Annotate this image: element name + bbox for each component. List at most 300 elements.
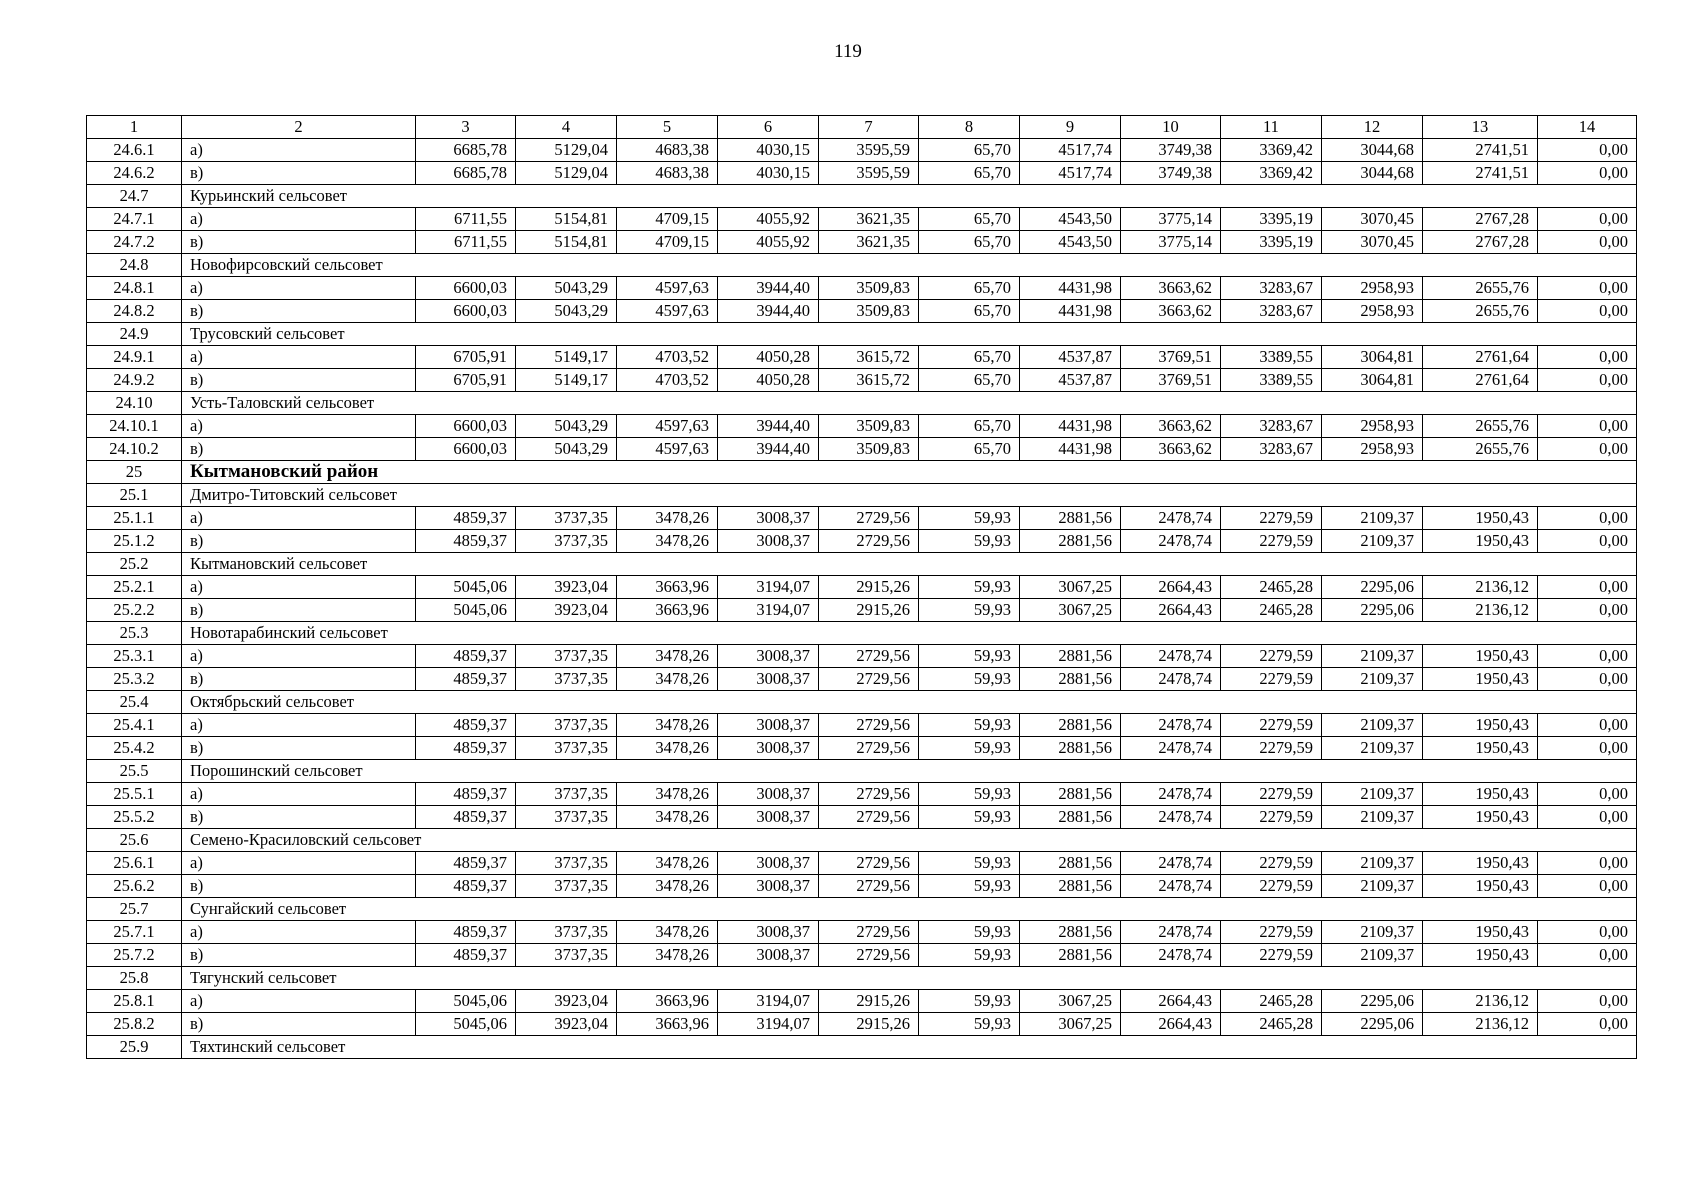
- table-cell: 3737,35: [516, 668, 617, 691]
- table-cell: 2478,74: [1121, 783, 1221, 806]
- table-cell: 2729,56: [819, 507, 919, 530]
- table-cell: 59,93: [919, 599, 1020, 622]
- table-cell: 3737,35: [516, 737, 617, 760]
- table-cell: 3737,35: [516, 852, 617, 875]
- table-cell: 6600,03: [416, 438, 516, 461]
- table-cell: 3923,04: [516, 990, 617, 1013]
- column-header: 1: [87, 116, 182, 139]
- table-cell: 5045,06: [416, 599, 516, 622]
- table-row: [87, 783, 1637, 806]
- table-cell: 2109,37: [1322, 921, 1423, 944]
- table-cell: 3395,19: [1221, 208, 1322, 231]
- column-header: 9: [1020, 116, 1121, 139]
- table-cell: 3737,35: [516, 645, 617, 668]
- table-row: [87, 599, 1637, 622]
- table-cell: 2478,74: [1121, 875, 1221, 898]
- row-variant: в): [182, 530, 416, 553]
- table-cell: 4859,37: [416, 507, 516, 530]
- table-cell: 2881,56: [1020, 806, 1121, 829]
- table-cell: 59,93: [919, 852, 1020, 875]
- table-cell: 3944,40: [718, 415, 819, 438]
- table-cell: 1950,43: [1423, 852, 1538, 875]
- table-cell: 2136,12: [1423, 576, 1538, 599]
- table-cell: 0,00: [1538, 369, 1637, 392]
- table-cell: 4683,38: [617, 139, 718, 162]
- column-header: 4: [516, 116, 617, 139]
- table-cell: 2729,56: [819, 875, 919, 898]
- table-cell: 5129,04: [516, 139, 617, 162]
- table-cell: 2279,59: [1221, 668, 1322, 691]
- table-cell: 1950,43: [1423, 668, 1538, 691]
- row-number: 25.8.2: [87, 1013, 182, 1036]
- table-cell: 0,00: [1538, 599, 1637, 622]
- table-cell: 3283,67: [1221, 438, 1322, 461]
- row-variant: в): [182, 1013, 416, 1036]
- council-name: Трусовский сельсовет: [182, 323, 1637, 346]
- table-cell: 59,93: [919, 645, 1020, 668]
- table-cell: 5154,81: [516, 231, 617, 254]
- table-cell: 5154,81: [516, 208, 617, 231]
- table-cell: 3008,37: [718, 921, 819, 944]
- row-number: 25.8.1: [87, 990, 182, 1013]
- table-cell: 4859,37: [416, 645, 516, 668]
- row-number: 25.5: [87, 760, 182, 783]
- section-row: [87, 1036, 1637, 1059]
- table-row: [87, 944, 1637, 967]
- table-cell: 5045,06: [416, 990, 516, 1013]
- row-number: 25.3.1: [87, 645, 182, 668]
- table-cell: 0,00: [1538, 507, 1637, 530]
- row-number: 25.5.2: [87, 806, 182, 829]
- row-number: 25.5.1: [87, 783, 182, 806]
- table-cell: 65,70: [919, 231, 1020, 254]
- council-name: Сунгайский сельсовет: [182, 898, 1637, 921]
- table-cell: 3663,96: [617, 1013, 718, 1036]
- table-cell: 4859,37: [416, 875, 516, 898]
- table-cell: 2109,37: [1322, 507, 1423, 530]
- table-cell: 4597,63: [617, 438, 718, 461]
- table-cell: 3923,04: [516, 1013, 617, 1036]
- table-cell: 2478,74: [1121, 921, 1221, 944]
- table-cell: 2767,28: [1423, 208, 1538, 231]
- table-cell: 2109,37: [1322, 783, 1423, 806]
- column-header: 7: [819, 116, 919, 139]
- table-cell: 4703,52: [617, 346, 718, 369]
- table-cell: 1950,43: [1423, 737, 1538, 760]
- council-name: Дмитро-Титовский сельсовет: [182, 484, 1637, 507]
- table-cell: 2109,37: [1322, 806, 1423, 829]
- table-cell: 3769,51: [1121, 369, 1221, 392]
- table-cell: 2664,43: [1121, 599, 1221, 622]
- table-cell: 1950,43: [1423, 714, 1538, 737]
- table-cell: 2279,59: [1221, 507, 1322, 530]
- table-cell: 4431,98: [1020, 415, 1121, 438]
- table-cell: 2478,74: [1121, 507, 1221, 530]
- table-cell: 3621,35: [819, 231, 919, 254]
- table-cell: 2664,43: [1121, 990, 1221, 1013]
- table-cell: 1950,43: [1423, 806, 1538, 829]
- column-header: 5: [617, 116, 718, 139]
- table-cell: 3944,40: [718, 438, 819, 461]
- table-cell: 2729,56: [819, 806, 919, 829]
- row-number: 25.6.2: [87, 875, 182, 898]
- table-cell: 3923,04: [516, 576, 617, 599]
- table-cell: 2741,51: [1423, 162, 1538, 185]
- table-cell: 2881,56: [1020, 944, 1121, 967]
- table-cell: 2136,12: [1423, 1013, 1538, 1036]
- table-cell: 6600,03: [416, 415, 516, 438]
- table-cell: 3944,40: [718, 277, 819, 300]
- table-cell: 0,00: [1538, 277, 1637, 300]
- section-row: [87, 622, 1637, 645]
- table-cell: 3478,26: [617, 806, 718, 829]
- table-cell: 4859,37: [416, 668, 516, 691]
- table-cell: 6705,91: [416, 369, 516, 392]
- table-cell: 5045,06: [416, 1013, 516, 1036]
- table-cell: 2279,59: [1221, 530, 1322, 553]
- row-variant: в): [182, 875, 416, 898]
- council-name: Усть-Таловский сельсовет: [182, 392, 1637, 415]
- table-cell: 3737,35: [516, 714, 617, 737]
- table-cell: 2478,74: [1121, 737, 1221, 760]
- table-cell: 3595,59: [819, 162, 919, 185]
- table-cell: 3395,19: [1221, 231, 1322, 254]
- column-header-row: [87, 116, 1637, 139]
- row-number: 25.1: [87, 484, 182, 507]
- table-cell: 3283,67: [1221, 300, 1322, 323]
- table-cell: 2729,56: [819, 530, 919, 553]
- table-cell: 2295,06: [1322, 576, 1423, 599]
- table-cell: 4537,87: [1020, 369, 1121, 392]
- section-row: [87, 760, 1637, 783]
- table-cell: 59,93: [919, 806, 1020, 829]
- table-cell: 6685,78: [416, 139, 516, 162]
- table-cell: 59,93: [919, 714, 1020, 737]
- table-cell: 0,00: [1538, 576, 1637, 599]
- tariff-table: [86, 115, 1637, 1059]
- table-cell: 3044,68: [1322, 139, 1423, 162]
- table-cell: 5129,04: [516, 162, 617, 185]
- table-cell: 3478,26: [617, 852, 718, 875]
- table-cell: 3008,37: [718, 737, 819, 760]
- table-cell: 2881,56: [1020, 875, 1121, 898]
- table-cell: 2881,56: [1020, 645, 1121, 668]
- table-cell: 2478,74: [1121, 645, 1221, 668]
- section-row: [87, 484, 1637, 507]
- row-variant: а): [182, 852, 416, 875]
- table-cell: 2729,56: [819, 645, 919, 668]
- table-cell: 2729,56: [819, 737, 919, 760]
- table-cell: 0,00: [1538, 875, 1637, 898]
- table-cell: 0,00: [1538, 737, 1637, 760]
- table-cell: 3509,83: [819, 415, 919, 438]
- council-name: Курьинский сельсовет: [182, 185, 1637, 208]
- page-number: 119: [834, 41, 862, 62]
- table-row: [87, 277, 1637, 300]
- table-cell: 59,93: [919, 1013, 1020, 1036]
- table-cell: 1950,43: [1423, 875, 1538, 898]
- table-row: [87, 369, 1637, 392]
- row-number: 25.4.1: [87, 714, 182, 737]
- table-cell: 3194,07: [718, 1013, 819, 1036]
- row-number: 25.2: [87, 553, 182, 576]
- table-cell: 3067,25: [1020, 1013, 1121, 1036]
- row-number: 24.10.2: [87, 438, 182, 461]
- table-cell: 3389,55: [1221, 369, 1322, 392]
- table-row: [87, 714, 1637, 737]
- table-cell: 3737,35: [516, 530, 617, 553]
- council-name: Тягунский сельсовет: [182, 967, 1637, 990]
- table-cell: 2915,26: [819, 990, 919, 1013]
- table-cell: 2655,76: [1423, 277, 1538, 300]
- row-number: 24.10: [87, 392, 182, 415]
- table-cell: 4709,15: [617, 231, 718, 254]
- table-cell: 3478,26: [617, 921, 718, 944]
- row-number: 25.3.2: [87, 668, 182, 691]
- table-cell: 65,70: [919, 277, 1020, 300]
- row-number: 24.7.2: [87, 231, 182, 254]
- row-number: 25.1.2: [87, 530, 182, 553]
- section-row: [87, 185, 1637, 208]
- table-cell: 4859,37: [416, 944, 516, 967]
- table-cell: 5043,29: [516, 415, 617, 438]
- table-cell: 2761,64: [1423, 369, 1538, 392]
- table-cell: 2136,12: [1423, 599, 1538, 622]
- table-row: [87, 806, 1637, 829]
- table-cell: 2761,64: [1423, 346, 1538, 369]
- table-cell: 65,70: [919, 415, 1020, 438]
- table-cell: 2465,28: [1221, 599, 1322, 622]
- table-row: [87, 875, 1637, 898]
- table-cell: 3944,40: [718, 300, 819, 323]
- table-cell: 4597,63: [617, 415, 718, 438]
- council-name: Порошинский сельсовет: [182, 760, 1637, 783]
- row-variant: а): [182, 139, 416, 162]
- row-variant: в): [182, 369, 416, 392]
- table-cell: 0,00: [1538, 162, 1637, 185]
- table-cell: 2958,93: [1322, 300, 1423, 323]
- table-cell: 3478,26: [617, 783, 718, 806]
- row-number: 24.10.1: [87, 415, 182, 438]
- table-cell: 0,00: [1538, 852, 1637, 875]
- column-header: 14: [1538, 116, 1637, 139]
- table-cell: 1950,43: [1423, 944, 1538, 967]
- table-cell: 3008,37: [718, 852, 819, 875]
- section-row: [87, 691, 1637, 714]
- table-cell: 2881,56: [1020, 921, 1121, 944]
- table-cell: 6600,03: [416, 300, 516, 323]
- row-number: 24.9.2: [87, 369, 182, 392]
- table-cell: 3478,26: [617, 714, 718, 737]
- table-cell: 59,93: [919, 990, 1020, 1013]
- table-cell: 2109,37: [1322, 645, 1423, 668]
- table-cell: 3775,14: [1121, 231, 1221, 254]
- row-number: 25.4: [87, 691, 182, 714]
- table-cell: 3615,72: [819, 346, 919, 369]
- table-cell: 4859,37: [416, 530, 516, 553]
- table-cell: 5149,17: [516, 369, 617, 392]
- table-cell: 4597,63: [617, 300, 718, 323]
- council-name: Кытмановский сельсовет: [182, 553, 1637, 576]
- table-cell: 2478,74: [1121, 668, 1221, 691]
- table-cell: 3663,96: [617, 990, 718, 1013]
- row-variant: в): [182, 300, 416, 323]
- table-row: [87, 208, 1637, 231]
- table-cell: 2881,56: [1020, 783, 1121, 806]
- table-cell: 4543,50: [1020, 208, 1121, 231]
- table-cell: 3478,26: [617, 737, 718, 760]
- table-cell: 3389,55: [1221, 346, 1322, 369]
- table-cell: 1950,43: [1423, 507, 1538, 530]
- table-cell: 6711,55: [416, 208, 516, 231]
- table-row: [87, 921, 1637, 944]
- row-number: 25.3: [87, 622, 182, 645]
- table-cell: 2881,56: [1020, 714, 1121, 737]
- table-cell: 2109,37: [1322, 944, 1423, 967]
- row-number: 25.6.1: [87, 852, 182, 875]
- row-number: 25.7.1: [87, 921, 182, 944]
- row-number: 25.6: [87, 829, 182, 852]
- table-cell: 1950,43: [1423, 530, 1538, 553]
- table-cell: 3775,14: [1121, 208, 1221, 231]
- council-name: Октябрьский сельсовет: [182, 691, 1637, 714]
- table-cell: 3194,07: [718, 599, 819, 622]
- table-cell: 4597,63: [617, 277, 718, 300]
- table-cell: 59,93: [919, 875, 1020, 898]
- table-cell: 2279,59: [1221, 783, 1322, 806]
- table-cell: 2465,28: [1221, 576, 1322, 599]
- column-header: 6: [718, 116, 819, 139]
- column-header: 11: [1221, 116, 1322, 139]
- table-cell: 65,70: [919, 300, 1020, 323]
- table-cell: 65,70: [919, 162, 1020, 185]
- table-cell: 0,00: [1538, 1013, 1637, 1036]
- table-cell: 4030,15: [718, 162, 819, 185]
- table-cell: 3044,68: [1322, 162, 1423, 185]
- table-cell: 3008,37: [718, 806, 819, 829]
- table-cell: 4537,87: [1020, 346, 1121, 369]
- row-number: 24.7: [87, 185, 182, 208]
- table-cell: 2465,28: [1221, 990, 1322, 1013]
- table-cell: 2915,26: [819, 576, 919, 599]
- row-variant: а): [182, 714, 416, 737]
- table-cell: 3737,35: [516, 783, 617, 806]
- table-row: [87, 990, 1637, 1013]
- table-cell: 0,00: [1538, 346, 1637, 369]
- column-header: 10: [1121, 116, 1221, 139]
- table-cell: 5045,06: [416, 576, 516, 599]
- table-cell: 3923,04: [516, 599, 617, 622]
- table-cell: 3663,62: [1121, 300, 1221, 323]
- table-cell: 4859,37: [416, 806, 516, 829]
- table-cell: 59,93: [919, 668, 1020, 691]
- table-cell: 4431,98: [1020, 277, 1121, 300]
- row-number: 25.7.2: [87, 944, 182, 967]
- table-cell: 2478,74: [1121, 530, 1221, 553]
- table-cell: 4431,98: [1020, 438, 1121, 461]
- table-cell: 3769,51: [1121, 346, 1221, 369]
- table-cell: 3737,35: [516, 944, 617, 967]
- table-cell: 1950,43: [1423, 645, 1538, 668]
- table-cell: 59,93: [919, 921, 1020, 944]
- table-cell: 4703,52: [617, 369, 718, 392]
- table-cell: 2881,56: [1020, 530, 1121, 553]
- section-row: [87, 323, 1637, 346]
- table-cell: 2295,06: [1322, 990, 1423, 1013]
- row-variant: а): [182, 783, 416, 806]
- section-row: [87, 553, 1637, 576]
- table-cell: 5043,29: [516, 438, 617, 461]
- table-cell: 3194,07: [718, 990, 819, 1013]
- table-cell: 1950,43: [1423, 783, 1538, 806]
- row-variant: а): [182, 346, 416, 369]
- table-cell: 0,00: [1538, 990, 1637, 1013]
- table-cell: 2465,28: [1221, 1013, 1322, 1036]
- column-header: 2: [182, 116, 416, 139]
- row-variant: в): [182, 737, 416, 760]
- table-cell: 3478,26: [617, 875, 718, 898]
- table-cell: 2881,56: [1020, 852, 1121, 875]
- table-cell: 0,00: [1538, 231, 1637, 254]
- table-cell: 3064,81: [1322, 346, 1423, 369]
- table-cell: 1950,43: [1423, 921, 1538, 944]
- table-cell: 3008,37: [718, 783, 819, 806]
- row-number: 25.2.1: [87, 576, 182, 599]
- table-cell: 3369,42: [1221, 162, 1322, 185]
- table-cell: 2279,59: [1221, 806, 1322, 829]
- district-name: Кытмановский район: [182, 461, 1637, 484]
- table-cell: 2279,59: [1221, 944, 1322, 967]
- section-row: [87, 898, 1637, 921]
- table-cell: 2729,56: [819, 668, 919, 691]
- table-cell: 65,70: [919, 139, 1020, 162]
- table-cell: 2295,06: [1322, 1013, 1423, 1036]
- row-variant: в): [182, 599, 416, 622]
- table-cell: 2664,43: [1121, 1013, 1221, 1036]
- table-cell: 0,00: [1538, 208, 1637, 231]
- table-cell: 0,00: [1538, 944, 1637, 967]
- council-name: Новотарабинский сельсовет: [182, 622, 1637, 645]
- table-cell: 65,70: [919, 208, 1020, 231]
- row-number: 25: [87, 461, 182, 484]
- table-cell: 2279,59: [1221, 737, 1322, 760]
- table-cell: 3008,37: [718, 668, 819, 691]
- row-variant: а): [182, 507, 416, 530]
- council-name: Семено-Красиловский сельсовет: [182, 829, 1637, 852]
- section-row: [87, 461, 1637, 484]
- table-cell: 3663,62: [1121, 277, 1221, 300]
- table-cell: 6705,91: [416, 346, 516, 369]
- row-variant: в): [182, 944, 416, 967]
- table-cell: 4709,15: [617, 208, 718, 231]
- table-cell: 2478,74: [1121, 806, 1221, 829]
- council-name: Тяхтинский сельсовет: [182, 1036, 1637, 1059]
- table-cell: 3737,35: [516, 507, 617, 530]
- table-cell: 2655,76: [1423, 438, 1538, 461]
- table-cell: 59,93: [919, 737, 1020, 760]
- table-cell: 0,00: [1538, 783, 1637, 806]
- table-cell: 4050,28: [718, 346, 819, 369]
- table-cell: 4683,38: [617, 162, 718, 185]
- table-row: [87, 139, 1637, 162]
- table-cell: 3070,45: [1322, 231, 1423, 254]
- table-cell: 3737,35: [516, 921, 617, 944]
- table-cell: 2741,51: [1423, 139, 1538, 162]
- table-cell: 0,00: [1538, 300, 1637, 323]
- table-cell: 3663,62: [1121, 415, 1221, 438]
- table-row: [87, 1013, 1637, 1036]
- section-row: [87, 254, 1637, 277]
